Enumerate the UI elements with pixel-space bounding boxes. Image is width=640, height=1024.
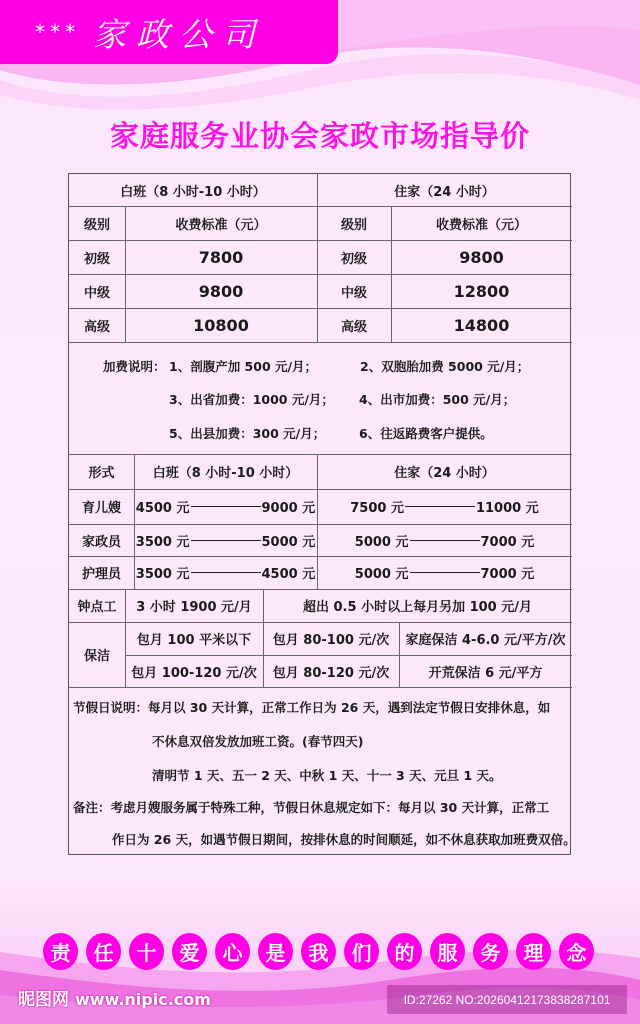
cleaning-label: 保洁: [83, 649, 110, 664]
price-live-middle: 12800: [453, 281, 510, 301]
slogan-char: 是: [258, 933, 293, 970]
group-header-daytime: 白班（8 小时-10 小时）: [120, 184, 266, 200]
level-day-senior: 高级: [83, 319, 110, 335]
range-caregiver-live: 5000 元 7000 元: [354, 567, 535, 582]
surcharge-item-3: 3、出省加费：1000 元/月；: [169, 392, 334, 407]
level-live-junior: 初级: [340, 251, 367, 267]
col-header-level-live: 级别: [340, 217, 367, 233]
remark-line-2: 作日为 26 天，如遇节假日期间，按排休息的时间顺延，如不休息获取加班费双倍。: [112, 832, 576, 847]
watermark-id: ID:27262 NO:20260412173838287101: [387, 985, 627, 1014]
remark-line-1: 备注：考虑月嫂服务属于特殊工种，节假日休息规定如下：每月以 30 天计算，正常工: [73, 800, 550, 815]
watermark-site: www.nipic.com: [75, 990, 211, 1009]
company-name: 家政公司: [93, 14, 266, 54]
hourly-label: 钟点工: [77, 600, 117, 615]
slogan-char: 务: [473, 933, 508, 970]
page-title: 家庭服务业协会家政市场指导价: [109, 119, 530, 153]
holiday-note-line-3: 清明节 1 天、五一 2 天、中秋 1 天、十一 3 天、元旦 1 天。: [152, 768, 502, 783]
brand-banner: [0, 0, 338, 64]
slogan-char: 爱: [172, 933, 207, 970]
surcharge-item-5: 5、出县加费：300 元/月；: [169, 426, 326, 441]
slogan-char: 我: [301, 933, 336, 970]
range-nanny-live: 7500 元 11000 元: [350, 501, 539, 516]
slogan-char: 心: [215, 933, 250, 970]
watermark-logo: 昵图网: [18, 990, 69, 1010]
slogan-char: 理: [516, 933, 551, 970]
col-header-level-day: 级别: [83, 217, 110, 233]
role-caregiver: 护理员: [81, 567, 121, 582]
range-housekeeper-day: 3500 元 5000 元: [135, 534, 316, 550]
level-day-middle: 中级: [83, 285, 110, 301]
hourly-base-rate: 3 小时 1900 元/月: [136, 600, 252, 615]
surcharge-item-6: 6、往返路费客户提供。: [359, 426, 493, 441]
range-nanny-day: 4500 元 9000 元: [135, 501, 316, 516]
role-housekeeper: 家政员: [81, 534, 121, 550]
price-day-middle: 9800: [198, 281, 244, 301]
price-day-senior: 10800: [193, 315, 249, 335]
watermark-brand: [18, 985, 211, 1010]
role-header-livein: 住家（24 小时）: [394, 466, 495, 481]
holiday-note-line-1: 节假日说明：每月以 30 天计算，正常工作日为 26 天，遇到法定节假日安排休息，如: [73, 700, 551, 715]
cleaning-r1-c3: 家庭保洁 4-6.0 元/平方/次: [405, 633, 566, 648]
role-header-form: 形式: [88, 466, 115, 481]
level-live-senior: 高级: [340, 319, 367, 335]
surcharge-label: 加费说明：: [103, 359, 166, 374]
cleaning-r2-c3: 开荒保洁 6 元/平方: [428, 665, 543, 681]
slogan-char: 们: [344, 933, 379, 970]
brand-stars: ***: [34, 20, 80, 44]
cleaning-r1-c1: 包月 100 平米以下: [136, 633, 252, 648]
slogan-char: 服: [430, 933, 465, 970]
range-caregiver-day: 3500 元 4500 元: [135, 567, 316, 582]
cleaning-r1-c2: 包月 80-100 元/次: [272, 633, 390, 648]
col-header-price-day: 收费标准（元）: [175, 217, 267, 233]
surcharge-item-2: 2、双胞胎加费 5000 元/月；: [360, 359, 530, 374]
price-day-junior: 7800: [198, 247, 244, 267]
surcharge-item-1: 1、剖腹产加 500 元/月；: [169, 359, 318, 374]
slogan-row: [43, 933, 594, 970]
holiday-note-line-2: 不休息双倍发放加班工资。(春节四天): [152, 734, 364, 749]
range-housekeeper-live: 5000 元 7000 元: [354, 534, 535, 550]
slogan-plus-icon: 十: [129, 933, 164, 970]
hourly-extra-rate: 超出 0.5 小时以上每月另加 100 元/月: [302, 600, 533, 615]
cleaning-r2-c1: 包月 100-120 元/次: [131, 665, 257, 681]
role-header-daytime: 白班（8 小时-10 小时）: [152, 466, 299, 481]
slogan-char: 任: [86, 933, 121, 970]
role-nanny: 育儿嫂: [81, 501, 121, 516]
slogan-char: 责: [43, 933, 78, 970]
level-live-middle: 中级: [340, 285, 367, 301]
slogan-char: 念: [559, 933, 594, 970]
level-day-junior: 初级: [83, 251, 110, 267]
slogan-char: 的: [387, 933, 422, 970]
surcharge-item-4: 4、出市加费：500 元/月；: [359, 392, 516, 407]
group-header-livein: 住家（24 小时）: [394, 184, 495, 200]
price-live-junior: 9800: [459, 247, 504, 267]
col-header-price-live: 收费标准（元）: [435, 217, 527, 233]
price-live-senior: 14800: [453, 315, 510, 335]
cleaning-r2-c2: 包月 80-120 元/次: [272, 665, 390, 681]
price-sheet: [68, 173, 576, 855]
